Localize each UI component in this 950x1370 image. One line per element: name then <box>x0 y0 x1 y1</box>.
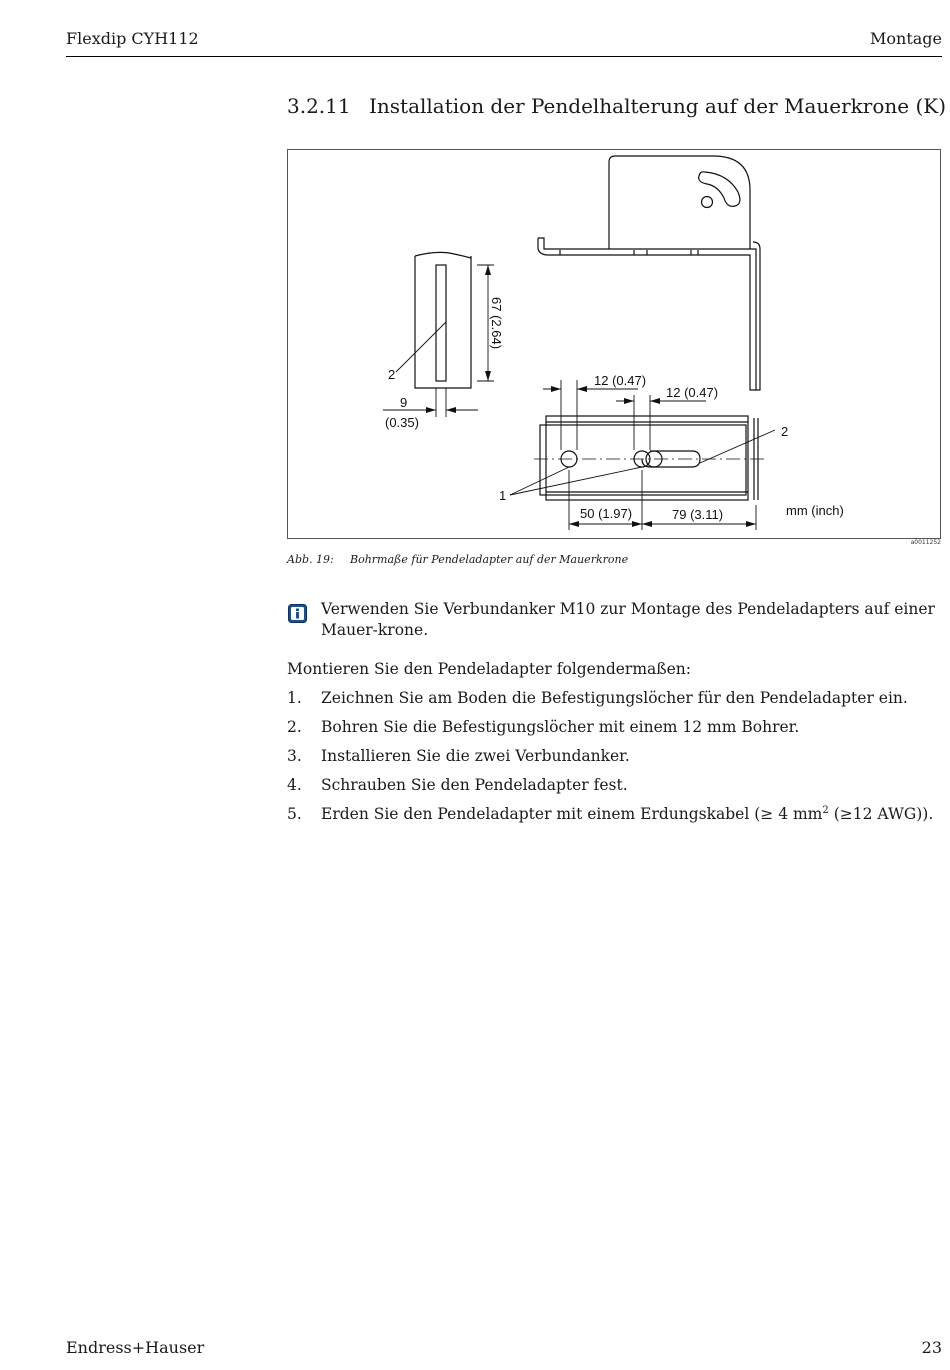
footer-brand: Endress+Hauser <box>66 1338 205 1357</box>
section-title: Installation der Pendelhalterung auf der Mauerkrone (K) <box>369 94 947 118</box>
section-number: 3.2.11 <box>287 94 351 118</box>
technical-drawing <box>288 150 942 540</box>
header-chapter: Montage <box>870 29 942 48</box>
list-item <box>287 747 942 776</box>
header-rule <box>66 56 942 57</box>
bracket-hole <box>702 197 713 208</box>
dim-79: 79 (3.11) <box>672 507 724 522</box>
figure-caption <box>287 553 628 566</box>
dim-9-inch: (0.35) <box>385 415 419 430</box>
bracket-flange-inner <box>538 238 756 390</box>
info-icon <box>288 604 307 623</box>
list-item <box>287 718 942 747</box>
info-note <box>287 599 942 641</box>
figure-code: a0011252 <box>910 539 941 546</box>
section-outline <box>415 256 471 388</box>
step-text-before: Erden Sie den Pendeladapter mit einem Erdungskabel (≥ 4 mm <box>321 805 823 823</box>
list-item <box>287 805 942 834</box>
intro-text: Montieren Sie den Pendeladapter folgendermaßen: <box>287 660 691 678</box>
step-text-after: (≥12 AWG)). <box>828 805 934 823</box>
bracket-slot <box>699 172 740 207</box>
unit-label: mm (inch) <box>786 503 844 518</box>
step-number: 5. <box>287 805 302 823</box>
step-text: Bohren Sie die Befestigungslöcher mit einem 12 mm Bohrer. <box>321 718 800 736</box>
list-item <box>287 776 942 805</box>
callout-2-left: 2 <box>388 367 396 382</box>
callout-1: 1 <box>499 488 507 503</box>
step-number: 3. <box>287 747 302 765</box>
dim-12-a: 12 (0.47) <box>594 373 647 388</box>
list-item <box>287 689 942 718</box>
steps-list <box>287 689 942 834</box>
caption-text: Bohrmaße für Pendeladapter auf der Mauerkrone <box>350 553 629 566</box>
figure-drilling-dimensions <box>287 149 941 539</box>
dim-12-b: 12 (0.47) <box>666 385 719 400</box>
dim-50: 50 (1.97) <box>580 506 633 521</box>
base-plate-outline <box>540 425 746 495</box>
dim-9: 9 <box>400 395 408 410</box>
bracket-plate-outline <box>609 156 750 249</box>
bracket-flange <box>538 238 760 390</box>
section-heading <box>287 94 946 118</box>
header-document-title: Flexdip CYH112 <box>66 29 199 48</box>
step-number: 1. <box>287 689 302 707</box>
step-text: Zeichnen Sie am Boden die Befestigungslöcher für den Pendeladapter ein. <box>321 689 908 707</box>
step-text: Schrauben Sie den Pendeladapter fest. <box>321 776 628 794</box>
step-number: 4. <box>287 776 302 794</box>
note-text: Verwenden Sie Verbundanker M10 zur Montage des Pendeladapters auf einer Mauer-krone. <box>321 600 935 639</box>
caption-label: Abb. 19: <box>287 553 334 566</box>
page-number: 23 <box>921 1338 942 1357</box>
step-text <box>321 805 933 823</box>
dim-67: 67 (2.64) <box>489 297 504 350</box>
step-text: Installieren Sie die zwei Verbundanker. <box>321 747 630 765</box>
superscript: 2 <box>822 804 829 816</box>
step-number: 2. <box>287 718 302 736</box>
callout-2-right: 2 <box>781 424 789 439</box>
